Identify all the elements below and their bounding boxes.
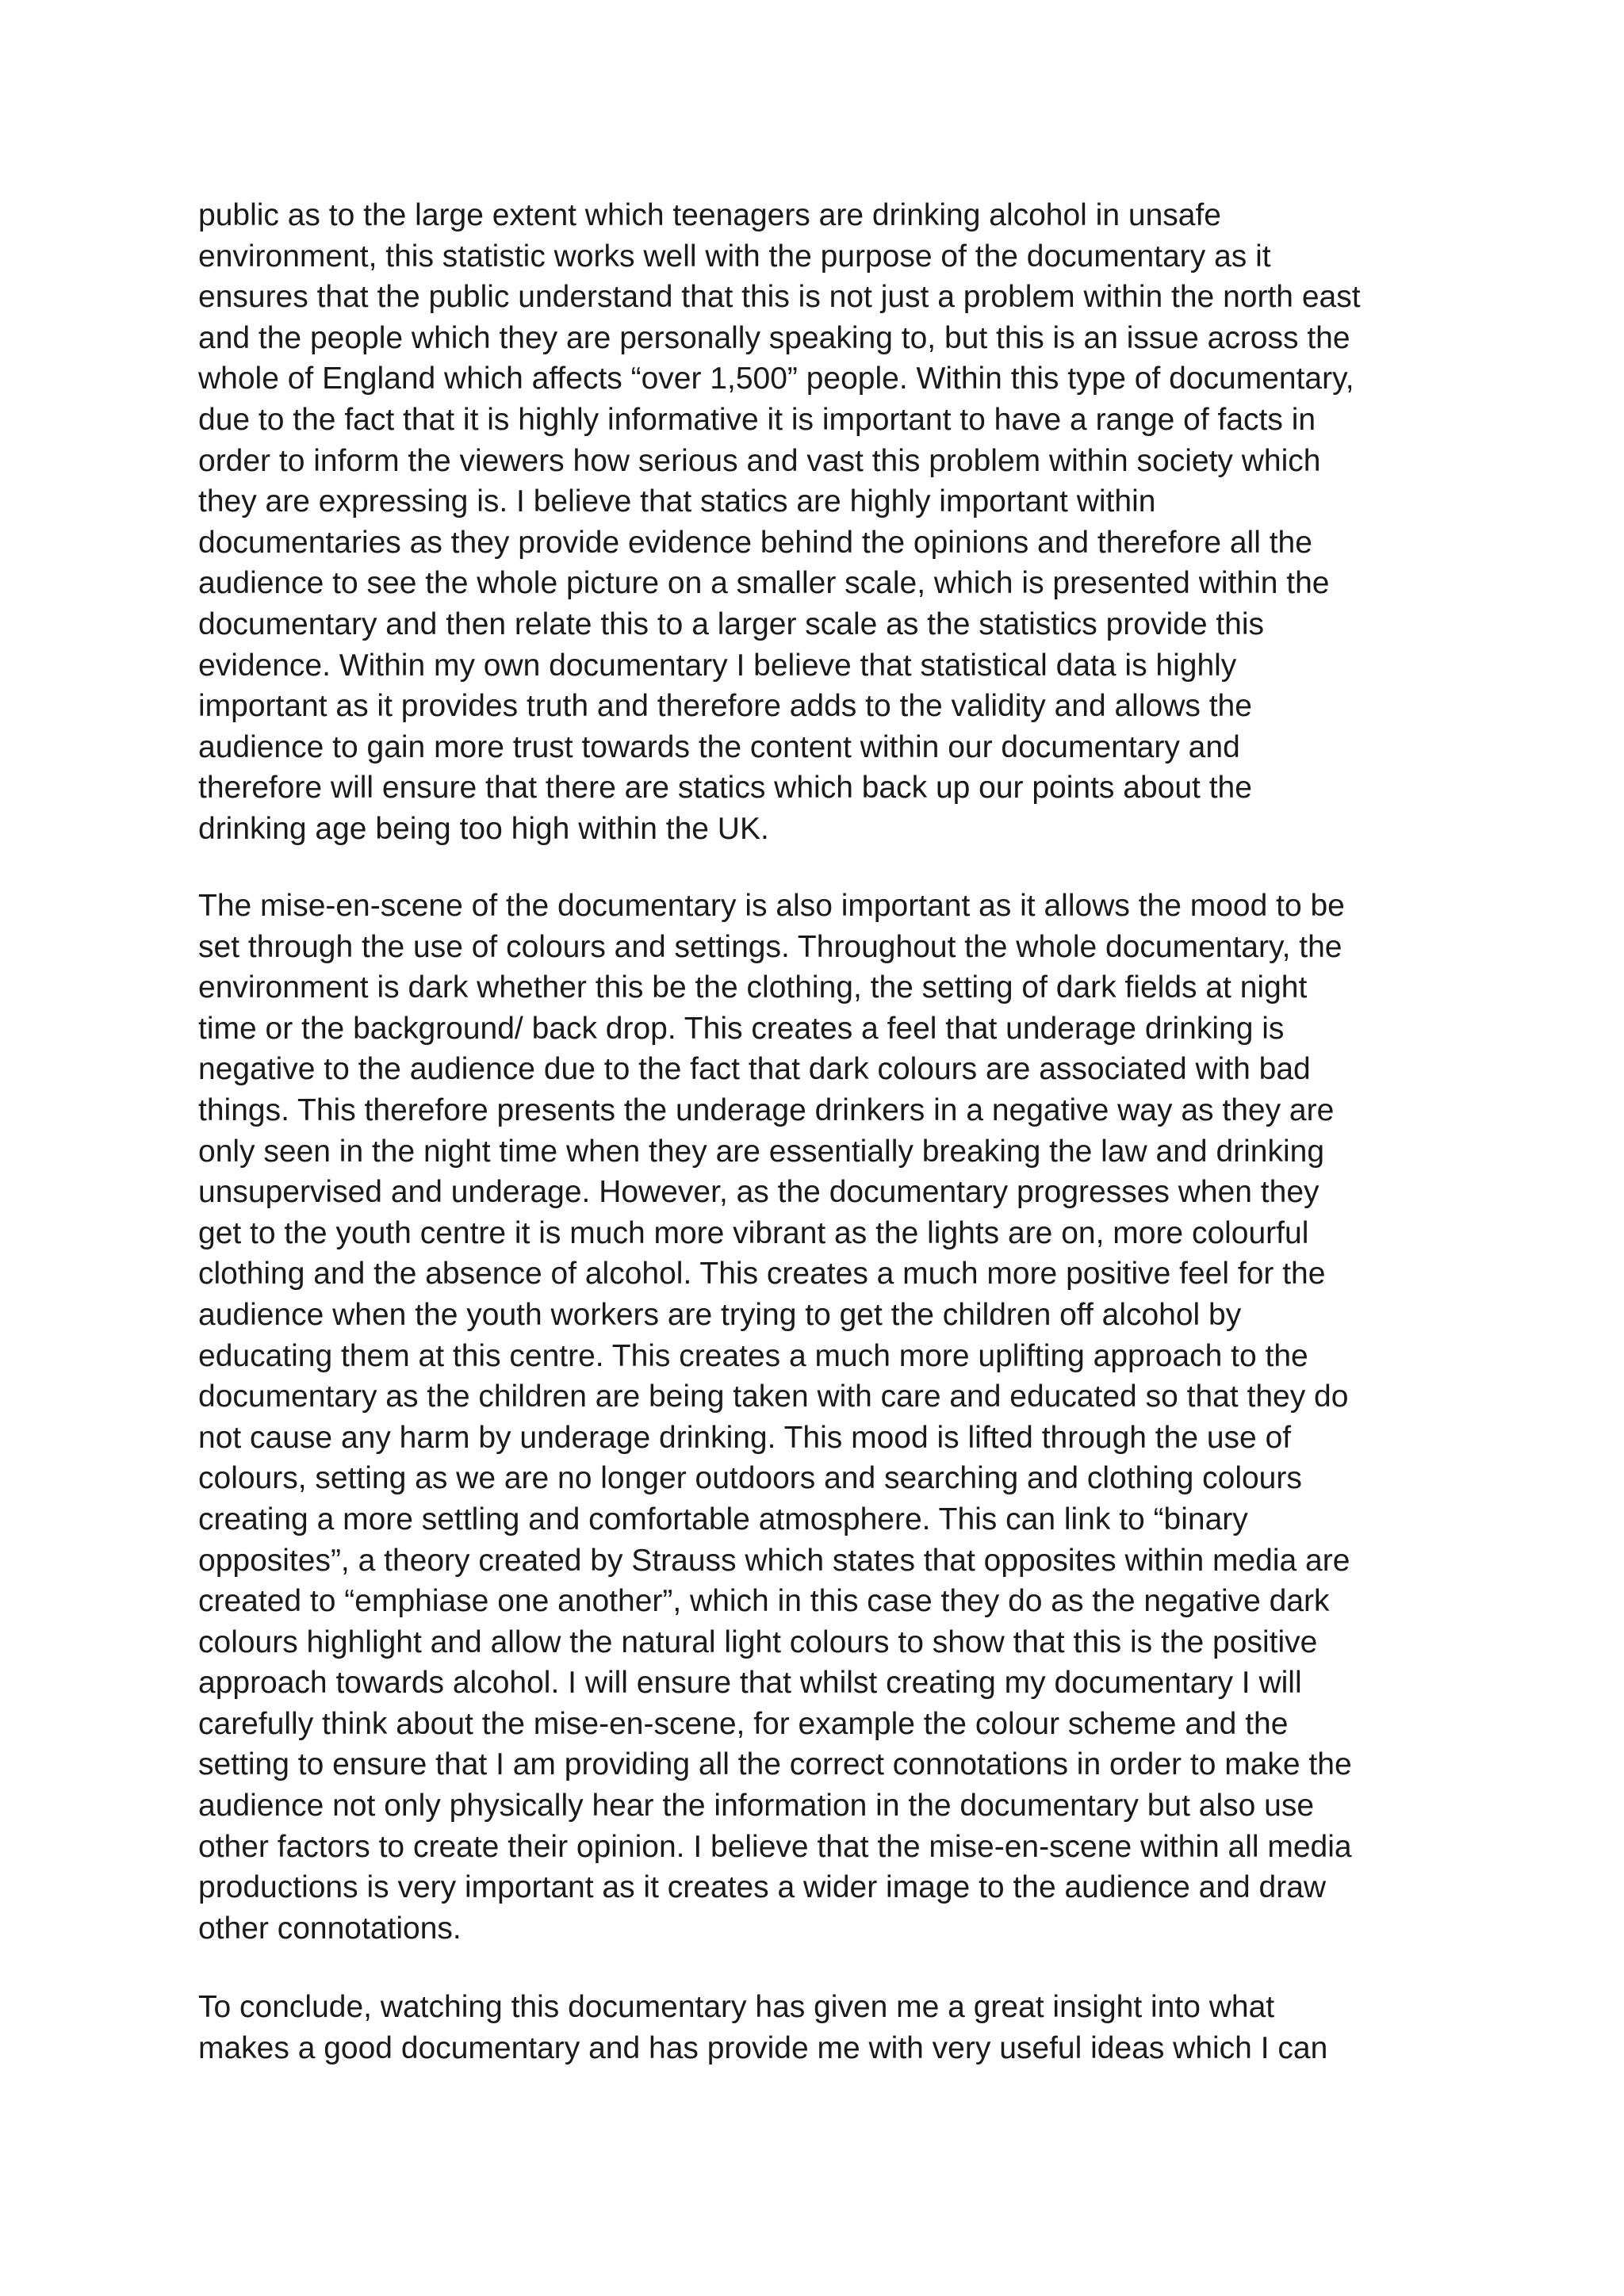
text-line: colours, setting as we are no longer outdoors and searching and clothing colours bbox=[198, 1461, 1302, 1496]
text-line: whole of England which affects “over 1,500” people. Within this type of documentary, bbox=[198, 362, 1354, 396]
text-line: ensures that the public understand that this is not just a problem within the north east bbox=[198, 280, 1361, 315]
text-line: therefore will ensure that there are statics which back up our points about the bbox=[198, 771, 1252, 806]
text-line: get to the youth centre it is much more vibrant as the lights are on, more colourful bbox=[198, 1215, 1309, 1250]
text-line: things. This therefore presents the underage drinkers in a negative way as they are bbox=[198, 1093, 1335, 1127]
text-line: environment is dark whether this be the clothing, the setting of dark fields at night bbox=[198, 970, 1308, 1005]
text-line: documentary as the children are being taken with care and educated so that they do bbox=[198, 1380, 1349, 1414]
text-line: unsupervised and underage. However, as the documentary progresses when they bbox=[198, 1175, 1320, 1210]
text-line: important as it provides truth and therefore adds to the validity and allows the bbox=[198, 689, 1252, 724]
text-line: clothing and the absence of alcohol. This creates a much more positive feel for the bbox=[198, 1257, 1326, 1292]
text-line: colours highlight and allow the natural light colours to show that this is the positive bbox=[198, 1624, 1318, 1659]
text-line: documentary and then relate this to a larger scale as the statistics provide this bbox=[198, 607, 1265, 641]
paragraph-statistics bbox=[198, 195, 1451, 850]
text-line: environment, this statistic works well with the purpose of the documentary as it bbox=[198, 239, 1271, 274]
text-line: other factors to create their opinion. I believe that the mise-en-scene within all media bbox=[198, 1829, 1352, 1864]
text-line: created to “emphiase one another”, which in this case they do as the negative dark bbox=[198, 1584, 1330, 1619]
text-line: only seen in the night time when they are essentially breaking the law and drinking bbox=[198, 1134, 1325, 1169]
text-line: documentaries as they provide evidence behind the opinions and therefore all the bbox=[198, 525, 1312, 560]
text-line: setting to ensure that I am providing all the correct connotations in order to make the bbox=[198, 1747, 1352, 1782]
text-line: other connotations. bbox=[198, 1911, 462, 1946]
text-line: due to the fact that it is highly informative it is important to have a range of facts in bbox=[198, 402, 1316, 437]
text-line: public as to the large extent which teenagers are drinking alcohol in unsafe bbox=[198, 198, 1221, 232]
text-line: audience to gain more trust towards the content within our documentary and bbox=[198, 729, 1240, 764]
paragraph-conclusion bbox=[198, 1987, 1451, 2068]
text-line: The mise-en-scene of the documentary is also important as it allows the mood to be bbox=[198, 889, 1345, 923]
text-line: order to inform the viewers how serious and vast this problem within society which bbox=[198, 443, 1321, 478]
text-line: audience not only physically hear the information in the documentary but also use bbox=[198, 1789, 1315, 1823]
text-line: negative to the audience due to the fact that dark colours are associated with bad bbox=[198, 1052, 1311, 1087]
text-line: To conclude, watching this documentary has given me a great insight into what bbox=[198, 1990, 1275, 2024]
text-line: productions is very important as it creates a wider image to the audience and draw bbox=[198, 1870, 1327, 1905]
text-line: evidence. Within my own documentary I believe that statistical data is highly bbox=[198, 648, 1237, 683]
text-line: they are expressing is. I believe that statics are highly important within bbox=[198, 484, 1156, 519]
text-line: audience when the youth workers are trying to get the children off alcohol by bbox=[198, 1297, 1242, 1332]
text-line: makes a good documentary and has provide me with very useful ideas which I can bbox=[198, 2030, 1328, 2065]
paragraph-mise-en-scene bbox=[198, 886, 1451, 1949]
text-line: opposites”, a theory created by Strauss which states that opposites within media are bbox=[198, 1543, 1350, 1578]
text-line: and the people which they are personally speaking to, but this is an issue across the bbox=[198, 320, 1350, 355]
text-line: drinking age being too high within the UK. bbox=[198, 811, 769, 846]
text-line: not cause any harm by underage drinking. This mood is lifted through the use of bbox=[198, 1420, 1292, 1455]
text-line: educating them at this centre. This creates a much more uplifting approach to the bbox=[198, 1338, 1308, 1373]
text-line: audience to see the whole picture on a smaller scale, which is presented within the bbox=[198, 566, 1330, 601]
text-line: creating a more settling and comfortable atmosphere. This can link to “binary bbox=[198, 1502, 1248, 1536]
text-line: time or the background/ back drop. This creates a feel that underage drinking is bbox=[198, 1011, 1285, 1046]
text-line: carefully think about the mise-en-scene, for example the colour scheme and the bbox=[198, 1706, 1289, 1741]
text-line: set through the use of colours and settings. Throughout the whole documentary, the bbox=[198, 929, 1342, 964]
text-line: approach towards alcohol. I will ensure that whilst creating my documentary I will bbox=[198, 1666, 1302, 1701]
